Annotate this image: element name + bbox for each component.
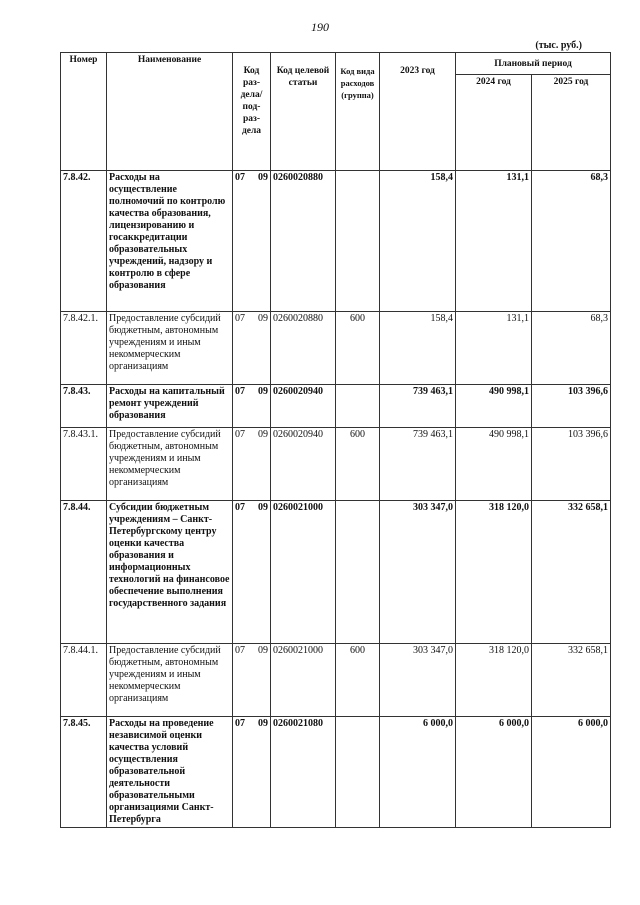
budget-table (60, 52, 611, 828)
row-number: 7.8.44. (61, 501, 107, 644)
row-name: Предоставление субсидий бюджетным, автономным учреждениям и иным некоммерческим организациям (107, 312, 233, 385)
row-2024: 490 998,1 (456, 385, 532, 428)
row-2023: 739 463,1 (380, 428, 456, 501)
table-row (61, 428, 611, 501)
row-2025: 68,3 (532, 171, 611, 312)
row-target: 0260020880 (271, 171, 336, 312)
row-number: 7.8.43.1. (61, 428, 107, 501)
row-section: 07 (233, 171, 252, 312)
row-name: Субсидии бюджетным учреждениям – Санкт-Петербургскому центру оценки качества образования и информационных технологий на финансовое обеспечение выполнения государственного задания (107, 501, 233, 644)
page-number: 190 (311, 20, 329, 34)
row-2025: 332 658,1 (532, 644, 611, 717)
row-target: 0260021000 (271, 501, 336, 644)
table-row (61, 171, 611, 312)
row-subsection: 09 (252, 428, 271, 501)
row-2024: 490 998,1 (456, 428, 532, 501)
row-name: Расходы на осуществление полномочий по контролю качества образования, лицензированию и госаккредитации образовательных учреждений, надзору и контролю в сфере образования (107, 171, 233, 312)
row-number: 7.8.42. (61, 171, 107, 312)
header-name: Наименование (107, 53, 233, 171)
row-group (336, 171, 380, 312)
row-2023: 303 347,0 (380, 644, 456, 717)
row-group: 600 (336, 428, 380, 501)
row-subsection: 09 (252, 385, 271, 428)
row-subsection: 09 (252, 312, 271, 385)
header-2023: 2023 год (380, 53, 456, 171)
row-group (336, 501, 380, 644)
row-2025: 103 396,6 (532, 385, 611, 428)
header-group: Код вида расходов (группа) (336, 53, 380, 171)
row-2023: 303 347,0 (380, 501, 456, 644)
row-group (336, 385, 380, 428)
table-row (61, 312, 611, 385)
row-target: 0260021000 (271, 644, 336, 717)
row-2023: 158,4 (380, 171, 456, 312)
row-2023: 739 463,1 (380, 385, 456, 428)
row-2025: 68,3 (532, 312, 611, 385)
row-2024: 318 120,0 (456, 644, 532, 717)
header-2024: 2024 год (456, 75, 532, 171)
row-subsection: 09 (252, 644, 271, 717)
row-2023: 6 000,0 (380, 717, 456, 828)
row-group: 600 (336, 312, 380, 385)
table-row (61, 385, 611, 428)
row-section: 07 (233, 428, 252, 501)
table-row (61, 644, 611, 717)
row-section: 07 (233, 717, 252, 828)
table-row (61, 501, 611, 644)
row-target: 0260020940 (271, 428, 336, 501)
header-section: Код раз-дела/ под-раз-дела (233, 53, 271, 171)
row-2023: 158,4 (380, 312, 456, 385)
row-section: 07 (233, 312, 252, 385)
row-section: 07 (233, 644, 252, 717)
row-2024: 131,1 (456, 171, 532, 312)
row-section: 07 (233, 385, 252, 428)
row-subsection: 09 (252, 717, 271, 828)
units-label: (тыс. руб.) (535, 40, 582, 51)
row-target: 0260020940 (271, 385, 336, 428)
row-target: 0260021080 (271, 717, 336, 828)
row-2025: 332 658,1 (532, 501, 611, 644)
row-2025: 6 000,0 (532, 717, 611, 828)
row-number: 7.8.45. (61, 717, 107, 828)
row-name: Расходы на проведение независимой оценки качества условий осуществления образовательной деятельности образовательными организациями Санкт-Петербурга (107, 717, 233, 828)
row-2025: 103 396,6 (532, 428, 611, 501)
row-name: Расходы на капитальный ремонт учреждений образования (107, 385, 233, 428)
row-target: 0260020880 (271, 312, 336, 385)
header-number: Номер (61, 53, 107, 171)
row-number: 7.8.43. (61, 385, 107, 428)
header-target: Код целевой статьи (271, 53, 336, 171)
row-name: Предоставление субсидий бюджетным, автономным учреждениям и иным некоммерческим организациям (107, 428, 233, 501)
header-plan: Плановый период (456, 53, 611, 75)
header-2025: 2025 год (532, 75, 611, 171)
row-name: Предоставление субсидий бюджетным, автономным учреждениям и иным некоммерческим организациям (107, 644, 233, 717)
table-row (61, 717, 611, 828)
row-group (336, 717, 380, 828)
row-number: 7.8.44.1. (61, 644, 107, 717)
row-number: 7.8.42.1. (61, 312, 107, 385)
row-subsection: 09 (252, 501, 271, 644)
row-subsection: 09 (252, 171, 271, 312)
row-section: 07 (233, 501, 252, 644)
row-2024: 6 000,0 (456, 717, 532, 828)
row-group: 600 (336, 644, 380, 717)
row-2024: 318 120,0 (456, 501, 532, 644)
row-2024: 131,1 (456, 312, 532, 385)
